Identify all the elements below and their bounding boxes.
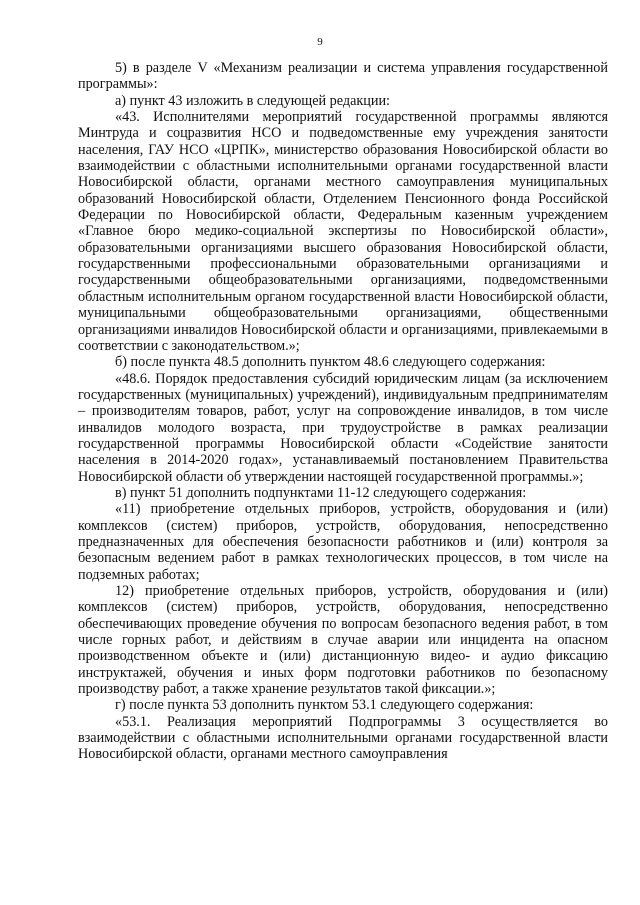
paragraph-item-g: г) после пункта 53 дополнить пунктом 53.1 следующего содержания: (115, 697, 534, 714)
paragraph-item-a: а) пункт 43 изложить в следующей редакции: (115, 92, 390, 109)
paragraph-point-53-1: «53.1. Реализация мероприятий Подпрограммы 3 осуществляется во взаимодействии с областными исполнительными органами государственной власти Новосибирской области, органами местного самоуправления (78, 713, 608, 763)
paragraph-item-b: б) после пункта 48.5 дополнить пунктом 48.6 следующего содержания: (115, 354, 546, 371)
paragraph-item-v: в) пункт 51 дополнить подпунктами 11-12 следующего содержания: (115, 484, 527, 501)
paragraph-subpoint-12: 12) приобретение отдельных приборов, устройств, оборудования и (или) комплексов (систем) приборов, устройств, оборудования, непосредственно обеспечивающих проведение обучения по вопросам безопасного ведения работ, в том числе горных работ, и действиям в случае аварии или инцидента на опасном производственном объекте и (или) дистанционную видео- и аудио фиксацию инструктажей, обучения и иных форм подготовки работников по безопасному производству работ, а также хранение результатов такой фиксации.»; (78, 583, 608, 698)
paragraph-section-v-heading: 5) в разделе V «Механизм реализации и система управления государственной программы»: (78, 60, 608, 93)
paragraph-subpoint-11: «11) приобретение отдельных приборов, устройств, оборудования и (или) комплексов (систем) приборов, устройств, оборудования, непосредственно предназначенных для обеспечения безопасности работников и (или) контроля за безопасным ведением работ в рамках технологических процессов, в том числе на подземных работах; (78, 501, 608, 583)
paragraph-point-43: «43. Исполнителями мероприятий государственной программы являются Минтруда и соцразвития НСО и подведомственные ему учреждения занятости населения, ГАУ НСО «ЦРПК», министерство образования Новосибирской области во взаимодействии с областными исполнительными органами государственной власти Новосибирской области, органами местного самоуправления муниципальных образований Новосибирской области, Отделением Пенсионного фонда Российской Федерации по Новосибирской области, Федеральным казенным учреждением «Главное бюро медико-социальной экспертизы по Новосибирской области», образовательными организациями высшего образования Новосибирской области, государственными профессиональными образовательными организациями и государственными общеобразовательными организациями, подведомственными областным исполнительным органом государственной власти Новосибирской области, муниципальными общеобразовательными организациями, общественными организациями инвалидов Новосибирской области и организациями, привлекаемыми в соответствии с законодательством.»; (78, 109, 608, 354)
document-body (78, 60, 608, 763)
paragraph-point-48-6: «48.6. Порядок предоставления субсидий юридическим лицам (за исключением государственных (муниципальных) учреждений), индивидуальным предпринимателям – производителям товаров, работ, услуг на сопровождение инвалидов, в том числе инвалидов молодого возраста, при трудоустройстве в рамках реализации государственной программы Новосибирской области «Содействие занятости населения в 2014-2020 годах», устанавливаемый постановлением Правительства Новосибирской области об утверждении настоящей государственной программы.»; (78, 370, 608, 485)
page-number: 9 (317, 36, 323, 48)
